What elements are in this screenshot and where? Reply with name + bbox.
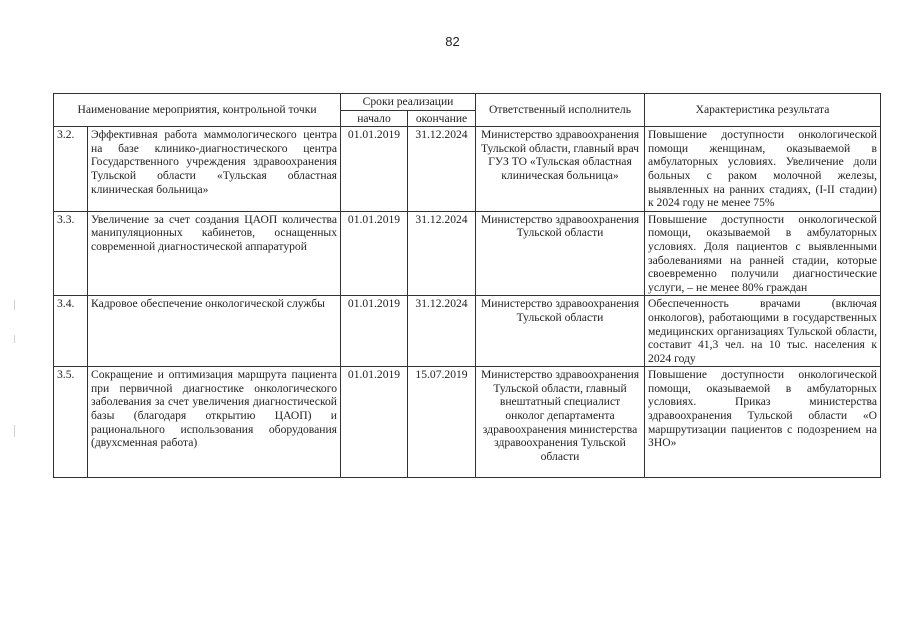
row-result: Повышение доступности онкологической помощи, оказываемой в амбулаторных условиях. Приказ министерства здравоохранения Тульской области «О маршрутизации пациентов с подозрением на ЗНО» xyxy=(645,367,881,478)
table-row xyxy=(54,127,881,212)
row-end: 31.12.2024 xyxy=(408,127,476,212)
row-executor: Министерство здравоохранения Тульской области xyxy=(476,211,645,296)
row-start: 01.01.2019 xyxy=(341,367,408,478)
row-name: Эффективная работа маммологического центра на базе клинико-диагностического центра Государственного учреждения здравоохранения Тульской области «Тульская областная клиническая больница» xyxy=(88,127,341,212)
table-row xyxy=(54,211,881,296)
row-executor: Министерство здравоохранения Тульской области xyxy=(476,296,645,367)
row-number: 3.2. xyxy=(54,127,88,212)
row-result: Повышение доступности онкологической помощи, оказываемой в амбулаторных условиях. Доля пациентов с выявленными заболеваниями на ранней стадии, которые своевременно получили диагностические услуги, – не менее 80% граждан xyxy=(645,211,881,296)
header-result: Характеристика результата xyxy=(645,94,881,127)
row-end: 15.07.2019 xyxy=(408,367,476,478)
row-result: Повышение доступности онкологической помощи женщинам, оказываемой в амбулаторных условиях. Увеличение доли больных с раком молочной железы, выявленных на ранних стадиях, (I-II стадии) к 2024 году не менее 75% xyxy=(645,127,881,212)
header-name: Наименование мероприятия, контрольной точки xyxy=(54,94,341,127)
page-number: 82 xyxy=(445,34,460,49)
row-number: 3.4. xyxy=(54,296,88,367)
table-row xyxy=(54,296,881,367)
row-number: 3.5. xyxy=(54,367,88,478)
row-executor: Министерство здравоохранения Тульской области, главный внештатный специалист онколог департамента здравоохранения министерства здравоохранения Тульской области xyxy=(476,367,645,478)
row-number: 3.3. xyxy=(54,211,88,296)
header-terms: Сроки реализации xyxy=(341,94,476,111)
row-name: Кадровое обеспечение онкологической службы xyxy=(88,296,341,367)
row-result: Обеспеченность врачами (включая онкологов), работающими в государственных медицинских организациях Тульской области, составит 41,3 чел. на 10 тыс. населения к 2024 году xyxy=(645,296,881,367)
scan-mark xyxy=(14,300,15,310)
row-end: 31.12.2024 xyxy=(408,296,476,367)
header-start: начало xyxy=(341,110,408,127)
row-name: Сокращение и оптимизация маршрута пациента при первичной диагностике онкологического заболевания за счет увеличения диагностической базы (благодаря открытию ЦАОП) и рационального использования оборудования (двухсменная работа) xyxy=(88,367,341,478)
row-end: 31.12.2024 xyxy=(408,211,476,296)
table-row xyxy=(54,367,881,478)
row-start: 01.01.2019 xyxy=(341,127,408,212)
row-start: 01.01.2019 xyxy=(341,296,408,367)
scan-mark xyxy=(14,425,15,437)
plan-table xyxy=(53,93,881,478)
scan-mark xyxy=(14,335,15,343)
row-executor: Министерство здравоохранения Тульской области, главный врач ГУЗ ТО «Тульская областная клиническая больница» xyxy=(476,127,645,212)
table-header-row xyxy=(54,94,881,111)
row-start: 01.01.2019 xyxy=(341,211,408,296)
header-end: окончание xyxy=(408,110,476,127)
header-executor: Ответственный исполнитель xyxy=(476,94,645,127)
row-name: Увеличение за счет создания ЦАОП количества манипуляционных кабинетов, оснащенных современной диагностической аппаратурой xyxy=(88,211,341,296)
